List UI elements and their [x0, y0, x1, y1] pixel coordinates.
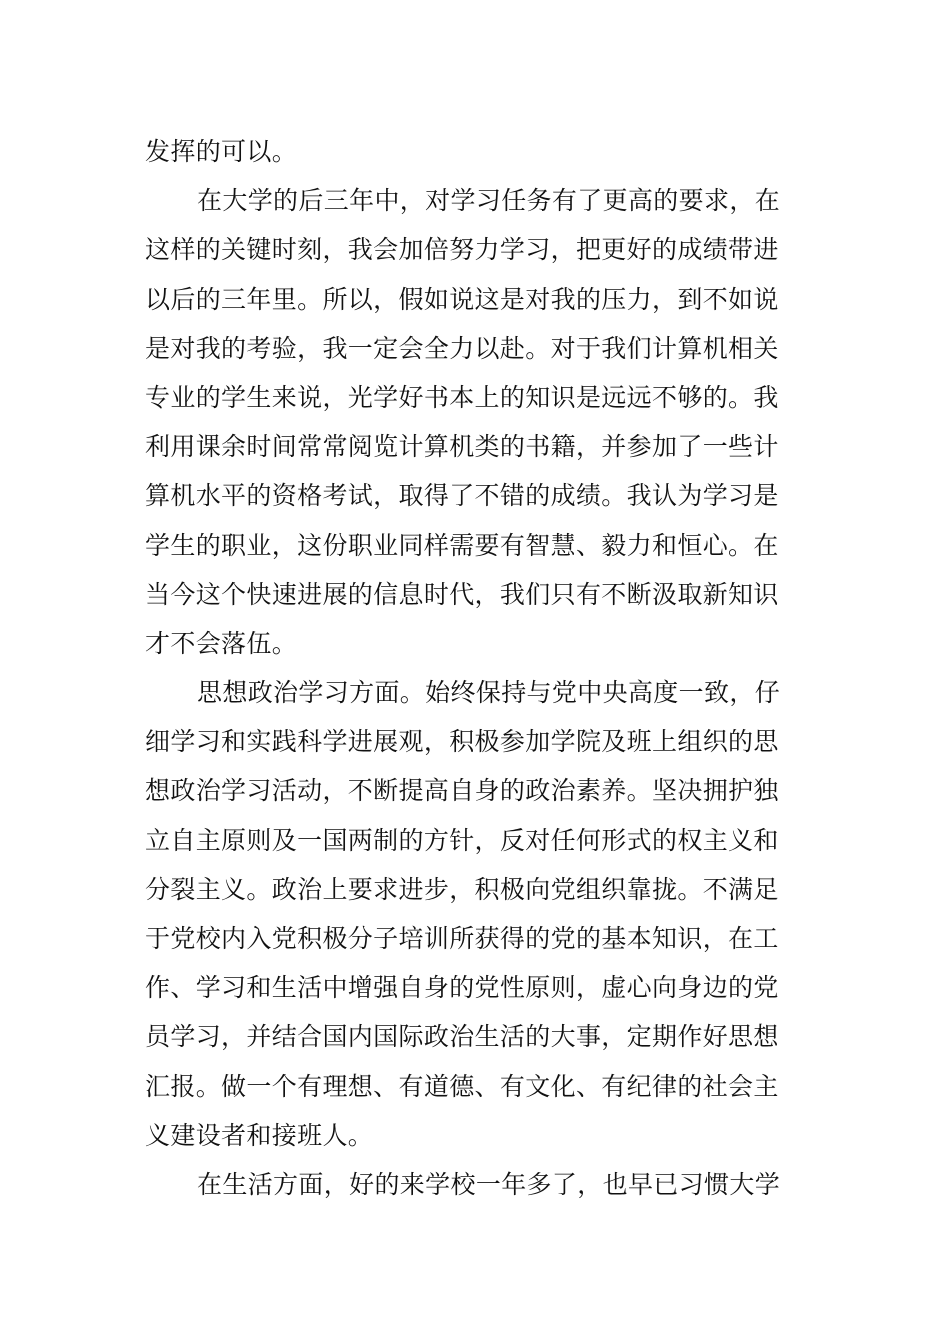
text-line: 专业的学生来说，光学好书本上的知识是远远不够的。我: [145, 382, 779, 412]
text-line: 以后的三年里。所以，假如说这是对我的压力，到不如说: [145, 284, 779, 314]
text-line: 于党校内入党积极分子培训所获得的党的基本知识，在工: [145, 924, 779, 953]
text-line: 作、学习和生活中增强自身的党性原则，虚心向身边的党: [145, 973, 779, 1003]
text-line: 当今这个快速进展的信息时代，我们只有不断汲取新知识: [145, 579, 779, 609]
document-body: [145, 127, 815, 1209]
paragraph-first-line: 在大学的后三年中，对学习任务有了更高的要求，在: [197, 186, 781, 216]
text-line: 利用课余时间常常阅览计算机类的书籍，并参加了一些计: [145, 432, 779, 462]
text-line: 分裂主义。政治上要求进步，积极向党组织靠拢。不满足: [145, 874, 779, 904]
paragraph-first-line: 思想政治学习方面。始终保持与党中央高度一致，仔: [197, 678, 781, 708]
text-line: 才不会落伍。: [145, 628, 298, 658]
text-line: 义建设者和接班人。: [145, 1120, 374, 1150]
text-line: 汇报。做一个有理想、有道德、有文化、有纪律的社会主: [145, 1071, 779, 1101]
text-line: 发挥的可以。: [145, 137, 298, 166]
text-line: 想政治学习活动，不断提高自身的政治素养。坚决拥护独: [145, 776, 779, 806]
text-line: 立自主原则及一国两制的方针，反对任何形式的权主义和: [145, 825, 779, 855]
text-line: 学生的职业，这份职业同样需要有智慧、毅力和恒心。在: [145, 530, 779, 560]
text-line: 员学习，并结合国内国际政治生活的大事，定期作好思想: [145, 1022, 779, 1052]
text-line: 是对我的考验，我一定会全力以赴。对于我们计算机相关: [145, 333, 779, 363]
text-line: 算机水平的资格考试，取得了不错的成绩。我认为学习是: [145, 481, 779, 511]
text-line: 细学习和实践科学进展观，积极参加学院及班上组织的思: [145, 727, 779, 757]
paragraph-first-line: 在生活方面，好的来学校一年多了，也早已习惯大学: [197, 1169, 781, 1199]
text-line: 这样的关键时刻，我会加倍努力学习，把更好的成绩带进: [145, 235, 779, 265]
